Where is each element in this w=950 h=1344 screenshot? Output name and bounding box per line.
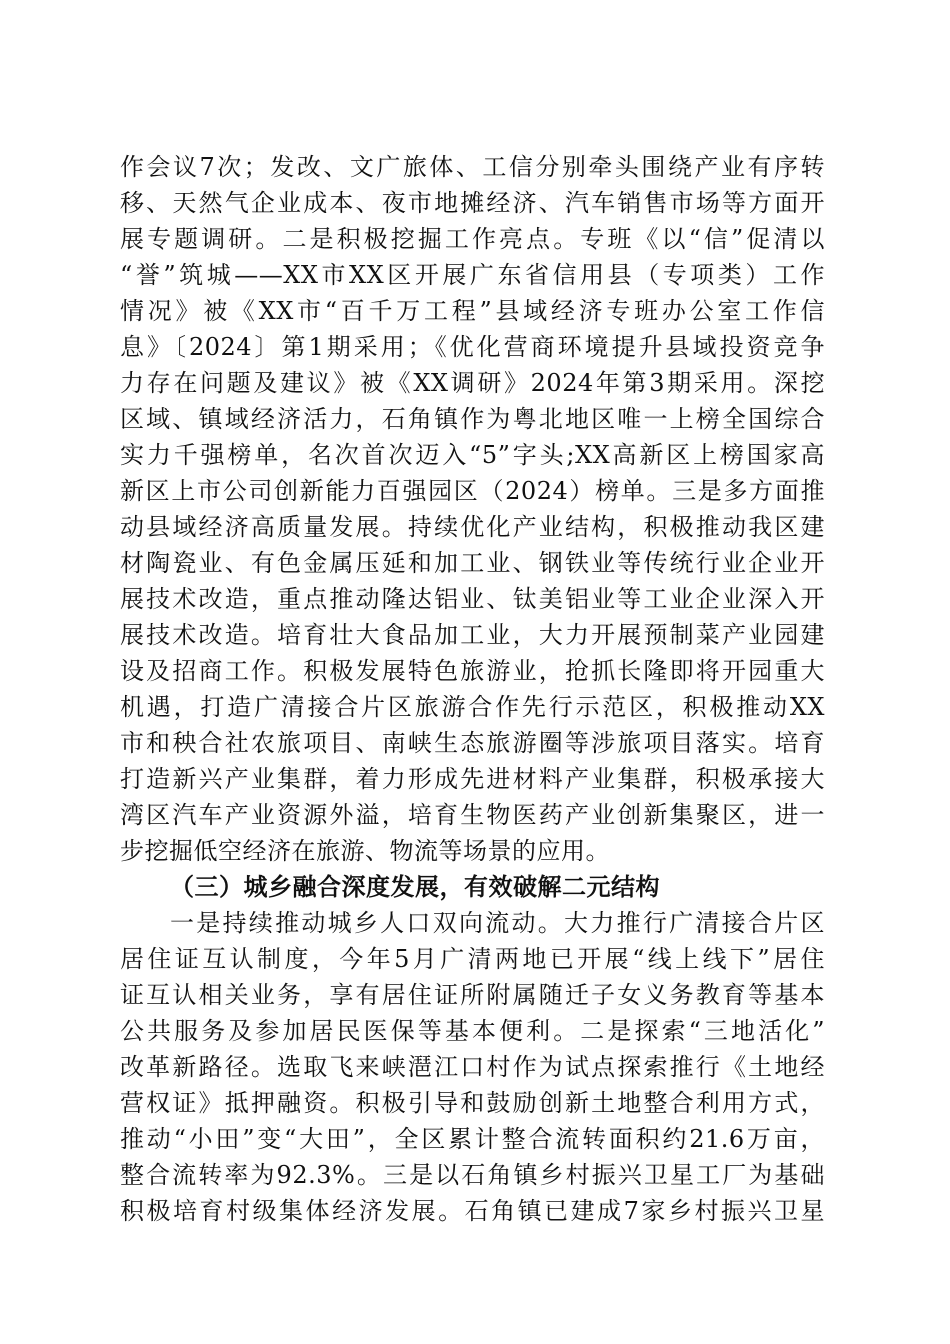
text-line: 整合流转率为92.3%。三是以石角镇乡村振兴卫星工厂为基础 [120, 1161, 825, 1189]
section-heading: （三）城乡融合深度发展，有效破解二元结构 [170, 872, 660, 901]
text-line: 机遇，打造广清接合片区旅游合作先行示范区，积极推动XX [120, 693, 825, 721]
text-line: 打造新兴产业集群，着力形成先进材料产业集群，积极承接大 [120, 765, 825, 793]
text-line: 新区上市公司创新能力百强园区（2024）榜单。三是多方面推 [120, 477, 825, 505]
text-line: 展技术改造，重点推动隆达铝业、钛美铝业等工业企业深入开 [120, 585, 825, 613]
text-line: 区域、镇域经济活力，石角镇作为粤北地区唯一上榜全国综合 [120, 405, 825, 433]
text-line: 情况》被《XX市“百千万工程”县域经济专班办公室工作信 [120, 297, 825, 325]
text-line: 展技术改造。培育壮大食品加工业，大力开展预制菜产业园建 [120, 621, 825, 649]
text-line: 积极培育村级集体经济发展。石角镇已建成7家乡村振兴卫星 [120, 1197, 825, 1225]
text-line: 实力千强榜单，名次首次迈入“5”字头;XX高新区上榜国家高 [120, 441, 825, 469]
text-line: 步挖掘低空经济在旅游、物流等场景的应用。 [120, 837, 610, 865]
text-line: 改革新路径。选取飞来峡潖江口村作为试点探索推行《土地经 [120, 1053, 825, 1081]
text-line: 一是持续推动城乡人口双向流动。大力推行广清接合片区 [170, 909, 825, 937]
text-line: 居住证互认制度，今年5月广清两地已开展“线上线下”居住 [120, 945, 825, 973]
text-line: 证互认相关业务，享有居住证所附属随迁子女义务教育等基本 [120, 981, 825, 1009]
text-line: 设及招商工作。积极发展特色旅游业，抢抓长隆即将开园重大 [120, 657, 825, 685]
text-line: 展专题调研。二是积极挖掘工作亮点。专班《以“信”促清以 [120, 225, 825, 253]
text-line: “誉”筑城——XX市XX区开展广东省信用县（专项类）工作 [120, 261, 825, 289]
text-line: 推动“小田”变“大田”，全区累计整合流转面积约21.6万亩， [120, 1125, 825, 1153]
text-line: 动县域经济高质量发展。持续优化产业结构，积极推动我区建 [120, 513, 825, 541]
text-line: 营权证》抵押融资。积极引导和鼓励创新土地整合利用方式， [120, 1089, 825, 1117]
text-line: 移、天然气企业成本、夜市地摊经济、汽车销售市场等方面开 [120, 189, 825, 217]
text-line: 息》〔2024〕第1期采用；《优化营商环境提升县域投资竞争 [120, 333, 825, 361]
text-line: 作会议7次；发改、文广旅体、工信分别牵头围绕产业有序转 [120, 153, 825, 181]
text-line: 材陶瓷业、有色金属压延和加工业、钢铁业等传统行业企业开 [120, 549, 825, 577]
text-line: 市和秧合社农旅项目、南峡生态旅游圈等涉旅项目落实。培育 [120, 729, 825, 757]
text-line: 公共服务及参加居民医保等基本便利。二是探索“三地活化” [120, 1017, 825, 1045]
text-line: 湾区汽车产业资源外溢，培育生物医药产业创新集聚区，进一 [120, 801, 825, 829]
text-line: 力存在问题及建议》被《XX调研》2024年第3期采用。深挖 [120, 369, 825, 397]
